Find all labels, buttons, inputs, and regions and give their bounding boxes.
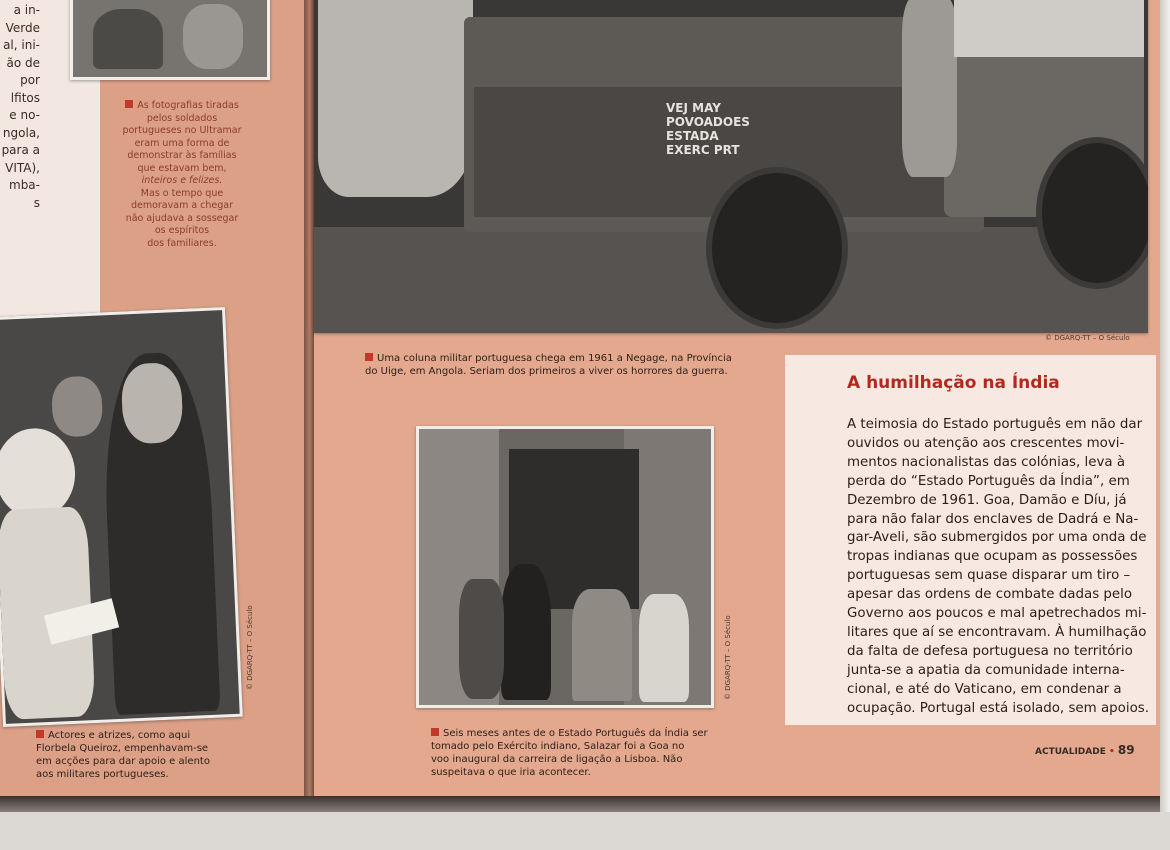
- caption-line: Uma coluna militar portuguesa chega em 1961 a Negage, na Província: [365, 352, 775, 365]
- caption-line: Actores e atrizes, como aqui: [36, 729, 261, 742]
- footer-bullet: •: [1109, 747, 1115, 757]
- photo-face: [51, 375, 104, 437]
- photo-truck-wheel: [706, 167, 848, 329]
- sidebar-text-line: apesar das ordens de combate dadas pelo: [847, 587, 1133, 603]
- caption-line: não ajudava a sossegar: [125, 212, 239, 224]
- salazar-photo-credit: © DGARQ-TT – O Século: [724, 615, 732, 700]
- body-text-line: e no-: [9, 108, 40, 122]
- cut-off-body-text: [0, 2, 40, 212]
- sidebar-body-text: [847, 416, 1150, 719]
- actors-photo: [0, 307, 243, 727]
- body-text-line: VITA),: [5, 160, 40, 175]
- sidebar-text-line: litares que aí se encontravam. À humilhação: [847, 624, 1147, 640]
- body-text-line: por: [20, 73, 40, 87]
- caption-line: demoravam a chegar: [130, 200, 234, 211]
- caption-line: Florbela Queiroz, empenhavam-se: [36, 743, 209, 754]
- caption-line: do Uige, em Angola. Seriam dos primeiros a viver os horrores da guerra.: [365, 366, 728, 377]
- page-number: 89: [1117, 743, 1135, 757]
- caption-marker-icon: [125, 100, 133, 108]
- photo-woman-right: [639, 594, 689, 702]
- sidebar-text-line: junta-se a apatia da comunidade interna-: [847, 662, 1125, 678]
- soldiers-photo-caption: [108, 100, 256, 250]
- photo-truck-wheel: [1036, 137, 1148, 289]
- sidebar-text-line: gar-Aveli, são submergidos por uma onda de: [847, 530, 1147, 546]
- book-bottom-edge: [0, 796, 1170, 812]
- salazar-goa-photo: [416, 426, 714, 708]
- caption-line: demonstrar às famílias: [127, 150, 237, 161]
- sidebar-text-line: da falta de defesa portuguesa no território: [847, 643, 1133, 659]
- body-text-line: Verde: [5, 20, 40, 35]
- photo-man-face: [120, 362, 183, 445]
- body-text-line: ngola,: [2, 125, 40, 140]
- caption-line: As fotografias tiradas: [108, 100, 256, 113]
- page-edge: [1160, 0, 1170, 812]
- caption-line: Mas o tempo que: [140, 187, 224, 199]
- caption-line: suspeitava o que iria acontecer.: [431, 767, 591, 778]
- salazar-photo-caption: [431, 727, 731, 779]
- sidebar-text-line: portuguesas sem quase disparar um tiro –: [847, 568, 1131, 584]
- left-page: [0, 0, 306, 800]
- family-photo: [70, 0, 270, 80]
- photo-figure: [93, 9, 163, 69]
- caption-line: voo inaugural da carreira de ligação a Lisboa. Não: [431, 754, 683, 765]
- sidebar-text-line: mentos nacionalistas das colónias, leva à: [847, 454, 1126, 470]
- actors-photo-credit: © DGARQ-TT – O Século: [246, 605, 254, 690]
- body-text-line: a in-: [13, 3, 40, 17]
- photo-building: [954, 0, 1144, 57]
- sidebar-text-line: ouvidos ou atenção aos crescentes movi-: [847, 435, 1125, 451]
- chalk-text-line: EXERC PRT: [666, 143, 740, 157]
- truck-chalk-writing: [666, 101, 750, 157]
- sidebar-text-line: A teimosia do Estado português em não dar: [847, 417, 1143, 432]
- photo-tarp: [318, 0, 473, 197]
- caption-line: que estavam bem,: [137, 162, 227, 174]
- military-truck-photo: [314, 0, 1148, 333]
- sidebar-text-line: para não falar dos enclaves de Dadrá e Na-: [847, 511, 1139, 527]
- caption-line: Seis meses antes de o Estado Português da Índia ser: [431, 727, 731, 740]
- photo-woman-left: [501, 564, 551, 700]
- caption-line: eram uma forma de: [134, 137, 230, 149]
- body-text-line: mba-: [9, 178, 40, 192]
- scanner-background: [0, 812, 1170, 850]
- caption-line: aos militares portugueses.: [36, 769, 169, 780]
- caption-marker-icon: [36, 730, 44, 738]
- actors-photo-caption: [36, 729, 261, 781]
- sidebar-text-line: cional, e até do Vaticano, em condenar a: [847, 681, 1122, 697]
- photo-soldier: [902, 0, 957, 177]
- page-footer: [1035, 743, 1135, 757]
- sidebar-text-line: Dezembro de 1961. Goa, Damão e Díu, já: [847, 492, 1127, 508]
- sidebar-text-line: Governo aos poucos e mal apetrechados mi-: [847, 606, 1147, 622]
- body-text-line: al, ini-: [3, 38, 40, 52]
- sidebar-text-line: ocupação. Portugal está isolado, sem apoios.: [847, 700, 1150, 716]
- sidebar-text-line: tropas indianas que ocupam as possessões: [847, 549, 1138, 565]
- body-text-line: para a: [1, 143, 40, 157]
- sidebar-title: A humilhação na Índia: [847, 373, 1060, 393]
- caption-line: pelos soldados: [146, 112, 218, 124]
- caption-line: inteiros e felizes.: [141, 175, 223, 186]
- truck-photo-caption: [365, 352, 775, 378]
- photo-figure: [183, 4, 243, 69]
- footer-section-name: ACTUALIDADE: [1035, 747, 1106, 757]
- chalk-text-line: POVOADOES: [666, 115, 750, 129]
- caption-marker-icon: [365, 353, 373, 361]
- truck-photo-credit: © DGARQ-TT – O Século: [1045, 334, 1130, 342]
- india-humiliation-sidebar: [785, 355, 1156, 725]
- body-text-line: s: [33, 195, 40, 210]
- caption-marker-icon: [431, 728, 439, 736]
- body-text-line: ão de: [6, 55, 40, 70]
- photo-salazar-figure: [572, 589, 632, 701]
- caption-line: dos familiares.: [147, 237, 217, 249]
- caption-line: tomado pelo Exército indiano, Salazar foi a Goa no: [431, 741, 685, 752]
- caption-line: os espíritos: [154, 225, 210, 236]
- sidebar-text-line: perda do “Estado Português da Índia”, em: [847, 473, 1130, 489]
- caption-line: em acções para dar apoio e alento: [36, 756, 210, 767]
- caption-line: portugueses no Ultramar: [122, 125, 242, 136]
- body-text-line: lfitos: [10, 90, 40, 105]
- chalk-text-line: ESTADA: [666, 129, 719, 143]
- photo-woman-far-left: [459, 579, 504, 699]
- chalk-text-line: VEJ MAY: [666, 101, 721, 115]
